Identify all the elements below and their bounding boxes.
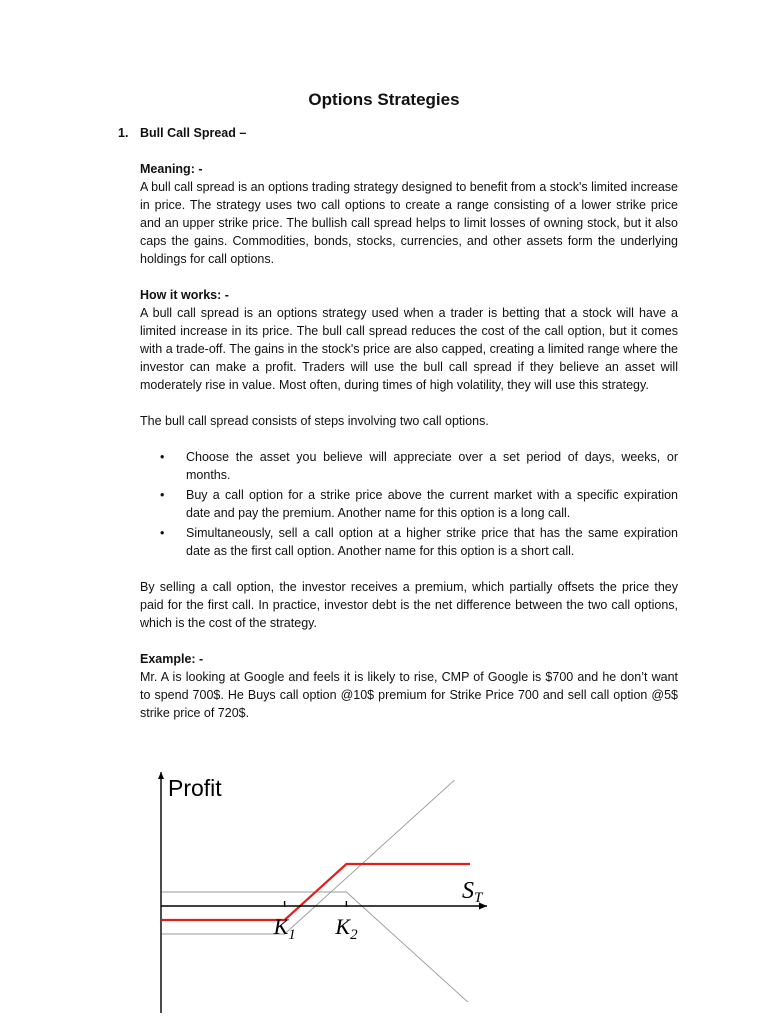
bullet-icon: • bbox=[160, 526, 165, 540]
x-axis-label: ST bbox=[462, 878, 483, 906]
option-leg-line bbox=[161, 892, 470, 1004]
meaning-paragraph: A bull call spread is an options trading strategy designed to benefit from a stock's limited increase in price. The strategy uses two call options to create a range consisting of a lower strike price and an upper strike price. The bullish call spread helps to limit losses of owning stock, but it also caps the gains. Commodities, bonds, stocks, currencies, and other assets form the underlying holdings for call options. bbox=[140, 180, 678, 266]
list-item bbox=[140, 486, 678, 522]
section-bull-call-spread bbox=[118, 124, 678, 740]
steps-intro: The bull call spread consists of steps involving two call options. bbox=[140, 414, 489, 428]
meaning-heading: Meaning: - bbox=[140, 162, 203, 176]
bullet-icon: • bbox=[160, 450, 165, 464]
section-body bbox=[140, 160, 678, 722]
bullet-text: Choose the asset you believe will appreciate over a set period of days, weeks, or months. bbox=[186, 450, 678, 482]
bullet-icon: • bbox=[160, 488, 165, 502]
steps-list bbox=[140, 448, 678, 560]
example-heading: Example: - bbox=[140, 652, 204, 666]
list-item bbox=[140, 524, 678, 560]
y-axis-label: Profit bbox=[168, 775, 222, 801]
bullet-text: Buy a call option for a strike price above the current market with a specific expiration date and pay the premium. Another name for this option is a long call. bbox=[186, 488, 678, 520]
y-axis-arrow-icon bbox=[158, 772, 164, 779]
strike-label: $K_2$ bbox=[335, 914, 358, 943]
how-it-works-heading: How it works: - bbox=[140, 288, 229, 302]
document-title: Options Strategies bbox=[308, 90, 460, 109]
section-label: Bull Call Spread – bbox=[140, 126, 247, 140]
section-number: 1. bbox=[118, 126, 129, 140]
selling-paragraph: By selling a call option, the investor receives a premium, which partially offsets the price they paid for the first call. In practice, investor debt is the net difference between the two call options, which is the cost of the strategy. bbox=[140, 580, 678, 630]
bullet-text: Simultaneously, sell a call option at a higher strike price that has the same expiration date as the first call option. Another name for this option is a short call. bbox=[186, 526, 678, 558]
section-header bbox=[118, 124, 678, 142]
how-it-works-paragraph: A bull call spread is an options strategy used when a trader is betting that a stock will have a limited increase in its price. The bull call spread reduces the cost of the call option, but it comes with a trade-off. The gains in the stock's price are also capped, creating a limited range where the investor can make a profit. Traders will use the bull call spread if they believe an asset will moderately rise in value. Most often, during times of high volatility, they will use this strategy. bbox=[140, 306, 678, 392]
list-item bbox=[140, 448, 678, 484]
payoff-chart-svg bbox=[150, 760, 510, 1015]
strike-label: $K_1$ bbox=[273, 914, 296, 943]
example-paragraph: Mr. A is looking at Google and feels it is likely to rise, CMP of Google is $700 and he don’t want to spend 700$. He Buys call option @10$ premium for Strike Price 700 and sell call option @5$ strike price of 720$. bbox=[140, 670, 678, 720]
payoff-chart bbox=[150, 760, 510, 1015]
